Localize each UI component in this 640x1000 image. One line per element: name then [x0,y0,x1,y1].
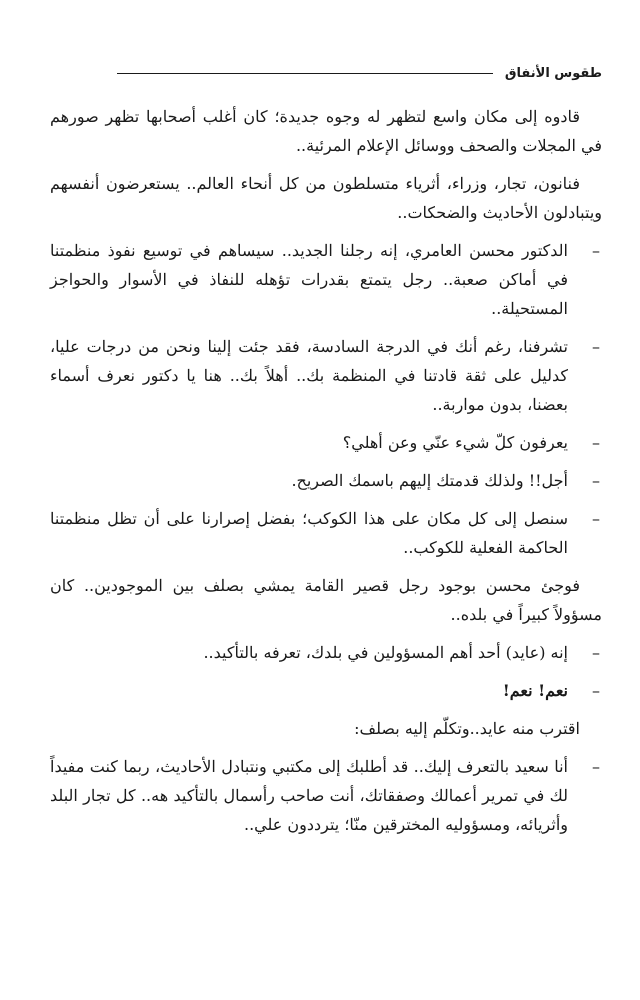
running-header-title: طقوس الأنفاق [504,65,602,81]
running-header [50,62,602,84]
body-text [50,102,602,848]
dialogue-dash: – [592,241,600,260]
dialogue-text: الدكتور محسن العامري، إنه رجلنا الجديد.. سيساهم في توسيع نفوذ منظمتنا في أماكن صعبة.. رجل يتمتع بقدرات تؤهله للنفاذ في الأسوار والحواجز المستحيلة.. [50,241,568,318]
dialogue-dash: – [592,643,600,662]
dialogue-text: يعرفون كلّ شيء عنّي وعن أهلي؟ [342,433,568,452]
dialogue-dash: – [592,471,600,490]
dialogue-line-7 [50,676,602,705]
dialogue-line-8 [50,752,602,839]
paragraph-3: فوجئ محسن بوجود رجل قصير القامة يمشي بصلف بين الموجودين.. كان مسؤولاً كبيراً في بلده.. [50,576,602,624]
dialogue-dash: – [592,509,600,528]
dialogue-text: تشرفنا، رغم أنك في الدرجة السادسة، فقد جئت إلينا ونحن من درجات عليا، كدليل على ثقة قادتنا في المنظمة بك.. أهلاً بك.. هنا يا دكتور نعرف أسماء بعضنا، بدون مواربة.. [50,337,568,414]
dialogue-text: أجل!! ولذلك قدمتك إليهم باسمك الصريح. [291,471,568,490]
book-page [50,0,602,1000]
dialogue-text: إنه (عايد) أحد أهم المسؤولين في بلدك، تعرفه بالتأكيد.. [203,643,568,662]
header-rule [117,73,493,74]
dialogue-text: أنا سعيد بالتعرف إليك.. قد أطلبك إلى مكتبي ونتبادل الأحاديث، ربما كنت مفيداً لك في تمرير أعمالك وصفقاتك، أنت صاحب رأسمال بالتأكيد هه.. كل تجار البلد وأثريائه، ومسؤوليه المخترقين منّا؛ يترددون علي.. [50,757,568,834]
dialogue-line-4 [50,466,602,495]
dialogue-dash: – [592,433,600,452]
dialogue-line-2 [50,332,602,419]
paragraph-4: اقترب منه عايد..وتكلّم إليه بصلف: [354,719,580,738]
dialogue-text: سنصل إلى كل مكان على هذا الكوكب؛ بفضل إصرارنا على أن تظل منظمتنا الحاكمة الفعلية للكوكب.. [50,509,568,557]
dialogue-line-6 [50,638,602,667]
dialogue-line-1 [50,236,602,323]
dialogue-line-3 [50,428,602,457]
dialogue-line-5 [50,504,602,562]
paragraph-1: قادوه إلى مكان واسع لتظهر له وجوه جديدة؛ كان أغلب أصحابها تظهر صورهم في المجلات والصحف ووسائل الإعلام المرئية.. [50,107,602,155]
dialogue-dash: – [592,681,600,700]
dialogue-text: نعم! نعم! [502,681,568,700]
paragraph-2: فنانون، تجار، وزراء، أثرياء متسلطون من كل أنحاء العالم.. يستعرضون أنفسهم ويتبادلون الأحاديث والضحكات.. [50,174,602,222]
dialogue-dash: – [592,337,600,356]
dialogue-dash: – [592,757,600,776]
